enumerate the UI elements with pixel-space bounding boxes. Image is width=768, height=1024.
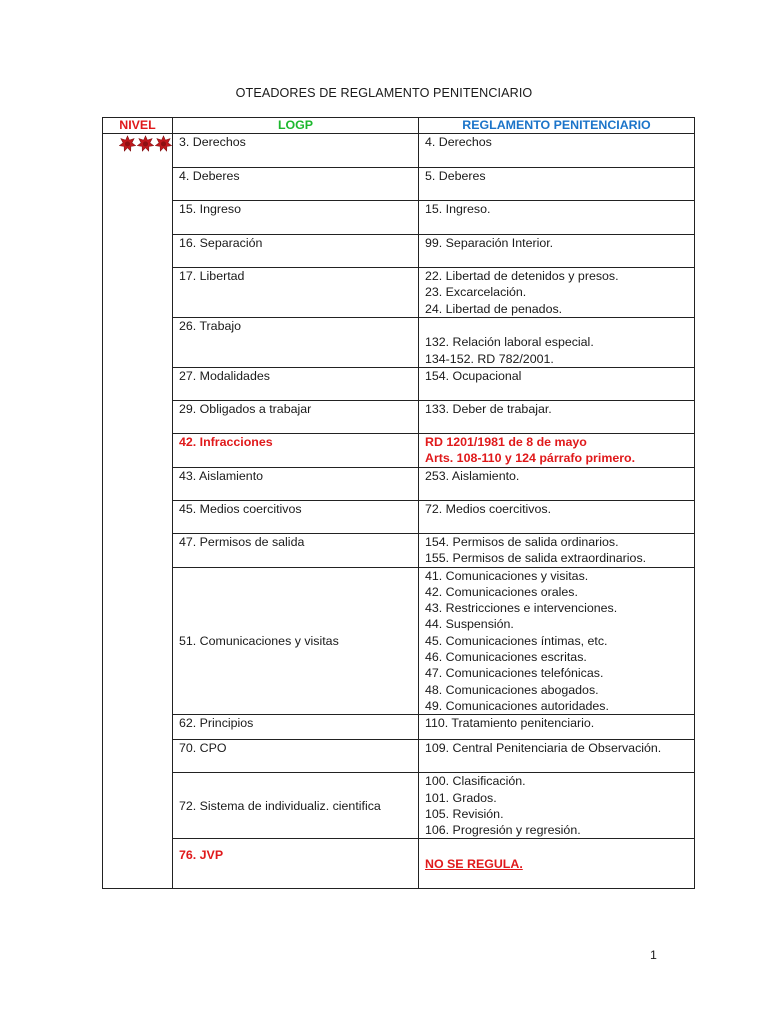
table-row [103,434,695,468]
table-row [103,567,695,715]
table-row [103,235,695,268]
rp-cell: 22. Libertad de detenidos y presos. 23. Excarcelación. 24. Libertad de penados. [419,268,695,318]
table-row [103,715,695,740]
table-row [103,401,695,434]
rp-cell: 133. Deber de trabajar. [419,401,695,434]
rp-cell: 99. Separación Interior. [419,235,695,268]
table-row [103,839,695,889]
table-row [103,201,695,235]
page-number: 1 [650,948,657,962]
comparison-table [102,117,695,889]
table-row [103,500,695,533]
header-logp: LOGP [173,118,419,134]
rp-cell-highlight: NO SE REGULA. [419,839,695,889]
rp-cell: 253. Aislamiento. [419,467,695,500]
rp-cell: 154. Permisos de salida ordinarios. 155. Permisos de salida extraordinarios. [419,533,695,567]
logp-cell: 15. Ingreso [173,201,419,235]
table-row [103,368,695,401]
logp-cell: 45. Medios coercitivos [173,500,419,533]
logp-cell: 62. Principios [173,715,419,740]
logp-cell-highlight: 42. Infracciones [173,434,419,468]
rp-cell: 154. Ocupacional [419,368,695,401]
logp-cell-highlight: 76. JVP [173,839,419,889]
star-badge-icon [137,135,154,152]
logp-cell: 26. Trabajo [173,318,419,368]
table-row [103,168,695,201]
logp-cell: 3. Derechos [173,134,419,168]
nivel-stars [109,134,172,152]
table-row [103,533,695,567]
logp-cell: 70. CPO [173,740,419,773]
rp-cell: 110. Tratamiento penitenciario. [419,715,695,740]
table-row [103,467,695,500]
table-header-row [103,118,695,134]
logp-cell: 4. Deberes [173,168,419,201]
logp-cell: 47. Permisos de salida [173,533,419,567]
logp-cell: 72. Sistema de individualiz. cientifica [173,773,419,839]
star-badge-icon [155,135,172,152]
rp-cell: 15. Ingreso. [419,201,695,235]
logp-cell: 29. Obligados a trabajar [173,401,419,434]
table-row [103,268,695,318]
rp-cell: 109. Central Penitenciaria de Observación. [419,740,695,773]
table-row [103,740,695,773]
rp-cell: 5. Deberes [419,168,695,201]
table-row [103,134,695,168]
document-title: OTEADORES DE REGLAMENTO PENITENCIARIO [235,86,533,100]
nivel-cell [103,134,173,889]
rp-cell-highlight: RD 1201/1981 de 8 de mayo Arts. 108-110 y 124 párrafo primero. [419,434,695,468]
rp-cell: 4. Derechos [419,134,695,168]
logp-cell: 16. Separación [173,235,419,268]
header-reglamento: REGLAMENTO PENITENCIARIO [419,118,695,134]
header-nivel: NIVEL [103,118,173,134]
star-badge-icon [119,135,136,152]
logp-cell: 51. Comunicaciones y visitas [173,567,419,715]
rp-cell: 41. Comunicaciones y visitas. 42. Comunicaciones orales. 43. Restricciones e intervenciones. 44. Suspensión. 45. Comunicaciones íntimas, etc. 46. Comunicaciones escritas. 47. Comunicaciones telefónicas. 48. Comunicaciones abogados. 49. Comunicaciones autoridades. [419,567,695,715]
logp-cell: 17. Libertad [173,268,419,318]
rp-cell: 100. Clasificación. 101. Grados. 105. Revisión. 106. Progresión y regresión. [419,773,695,839]
table-row [103,318,695,368]
logp-cell: 43. Aislamiento [173,467,419,500]
rp-cell: 72. Medios coercitivos. [419,500,695,533]
rp-cell: 132. Relación laboral especial. 134-152. RD 782/2001. [419,318,695,368]
logp-cell: 27. Modalidades [173,368,419,401]
table-row [103,773,695,839]
